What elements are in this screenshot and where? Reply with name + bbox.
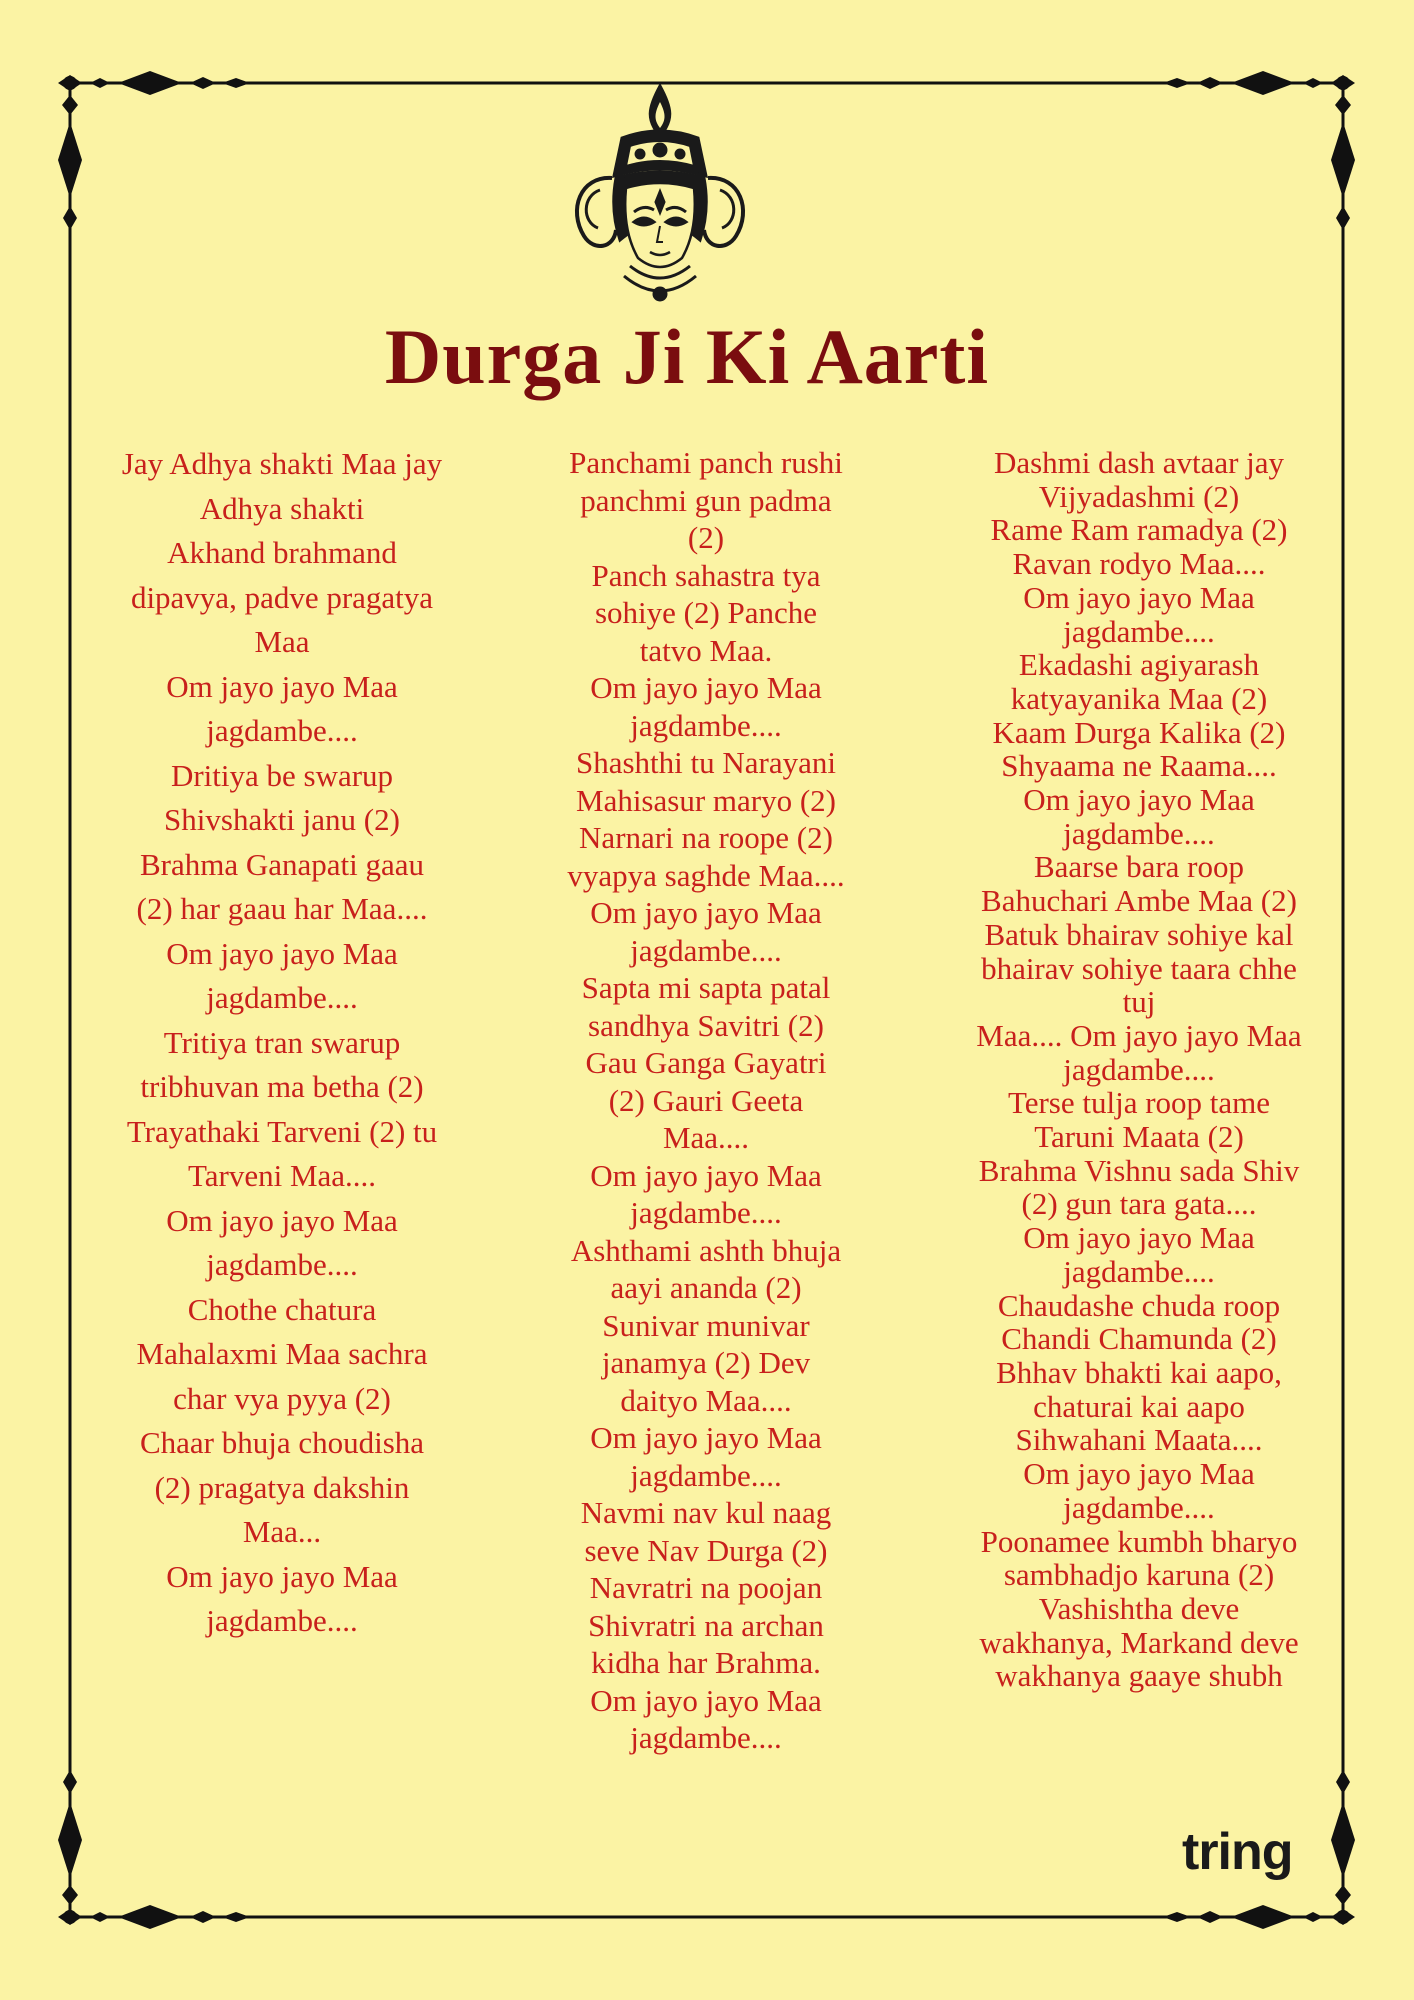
verse-line: vyapya saghde Maa.... bbox=[567, 857, 845, 893]
verse-column-1 bbox=[72, 442, 492, 1644]
verse-line: Rame Ram ramadya (2) bbox=[990, 512, 1288, 548]
verse-line: Jay Adhya shakti Maa jay bbox=[121, 446, 443, 481]
verse-line: tuj bbox=[1122, 984, 1156, 1020]
verse-line: Dashmi dash avtaar jay bbox=[993, 445, 1285, 480]
verse-line: Gau Ganga Gayatri bbox=[585, 1045, 827, 1080]
verse-line: sohiye (2) Panche bbox=[594, 595, 818, 630]
verse-line: Om jayo jayo Maa bbox=[1023, 579, 1255, 615]
verse-line: sandhya Savitri (2) bbox=[588, 1007, 824, 1043]
verse-line: (2) har gaau har Maa.... bbox=[136, 891, 428, 926]
verse-line: Navmi nav kul naag bbox=[580, 1495, 832, 1530]
verse-line: Mahalaxmi Maa sachra bbox=[136, 1336, 428, 1371]
verse-line: Trayathaki Tarveni (2) tu bbox=[126, 1113, 438, 1149]
verse-line: tatvo Maa. bbox=[639, 632, 773, 668]
verse-line: Vijyadashmi (2) bbox=[1038, 478, 1240, 514]
verse-line: Vashishtha deve bbox=[1038, 1590, 1240, 1626]
verse-line: kidha har Brahma. bbox=[591, 1645, 821, 1680]
verse-line: Shivratri na archan bbox=[588, 1607, 824, 1643]
verse-line: Ashthami ashth bhuja bbox=[570, 1232, 842, 1268]
verse-line: (2) pragatya dakshin bbox=[154, 1469, 410, 1505]
verse-line: Taruni Maata (2) bbox=[1034, 1119, 1244, 1155]
verse-line: jagdambe.... bbox=[630, 1457, 782, 1493]
verse-line: Brahma Ganapati gaau bbox=[139, 846, 425, 882]
verse-line: Om jayo jayo Maa bbox=[590, 670, 822, 705]
verse-line: katyayanika Maa (2) bbox=[1010, 680, 1268, 716]
verse-line: Sunivar munivar bbox=[602, 1307, 810, 1343]
verse-line: Om jayo jayo Maa bbox=[166, 668, 398, 704]
verse-line: Shivshakti janu (2) bbox=[164, 802, 400, 837]
verse-line: wakhanya, Markand deve bbox=[979, 1624, 1299, 1660]
verse-line: (2) gun tara gata.... bbox=[1021, 1186, 1257, 1222]
verse-line: Dritiya be swarup bbox=[170, 757, 394, 793]
verse-line: jagdambe.... bbox=[206, 1603, 358, 1638]
verse-line: Brahma Vishnu sada Shiv bbox=[978, 1152, 1300, 1188]
verse-line: Bhhav bhakti kai aapo, bbox=[996, 1354, 1282, 1390]
verse-line: Om jayo jayo Maa bbox=[1023, 782, 1255, 818]
verse-line: Batuk bhairav sohiye kal bbox=[984, 916, 1294, 952]
verse-line: Mahisasur maryo (2) bbox=[576, 782, 836, 818]
verse-line: daityo Maa.... bbox=[620, 1382, 792, 1418]
verse-line: jagdambe.... bbox=[1063, 1489, 1215, 1525]
verse-line: Tritiya tran swarup bbox=[163, 1024, 401, 1060]
verse-line: jagdambe.... bbox=[1063, 815, 1215, 851]
verse-line: char vya pyya (2) bbox=[173, 1380, 391, 1416]
verse-line: Sapta mi sapta patal bbox=[581, 970, 831, 1005]
verse-line: Poonamee kumbh bharyo bbox=[980, 1523, 1298, 1559]
verse-line: Akhand brahmand bbox=[167, 535, 397, 570]
verse-line: Om jayo jayo Maa bbox=[1023, 1456, 1255, 1492]
verse-line: jagdambe.... bbox=[1063, 1253, 1215, 1289]
verse-line: sambhadjo karuna (2) bbox=[1003, 1557, 1275, 1593]
verse-line: Chandi Chamunda (2) bbox=[1001, 1321, 1277, 1357]
verse-line: bhairav sohiye taara chhe bbox=[981, 950, 1297, 986]
verse-line: dipavya, padve pragatya bbox=[130, 579, 434, 615]
verse-line: Adhya shakti bbox=[199, 490, 365, 526]
verse-line: Terse tulja roop tame bbox=[1007, 1085, 1271, 1121]
verse-line: tribhuvan ma betha (2) bbox=[140, 1069, 424, 1104]
verse-line: Om jayo jayo Maa bbox=[590, 1420, 822, 1455]
verse-line: Om jayo jayo Maa bbox=[166, 935, 398, 971]
verse-line: jagdambe.... bbox=[206, 1247, 358, 1282]
verse-line: Om jayo jayo Maa bbox=[590, 1157, 822, 1193]
verse-line: chaturai kai aapo bbox=[1033, 1388, 1245, 1424]
verse-line: Om jayo jayo Maa bbox=[1023, 1220, 1255, 1256]
verse-line: Tarveni Maa.... bbox=[187, 1158, 377, 1193]
verse-line: panchmi gun padma bbox=[580, 482, 832, 518]
verse-line: jagdambe.... bbox=[630, 1720, 782, 1755]
verse-line: janamya (2) Dev bbox=[601, 1345, 811, 1380]
verse-line: jagdambe.... bbox=[206, 980, 358, 1015]
verse-line: Chaar bhuja choudisha bbox=[139, 1425, 425, 1460]
verse-line: Bahuchari Ambe Maa (2) bbox=[981, 883, 1297, 919]
verse-line: Maa.... bbox=[662, 1120, 750, 1155]
verse-line: aayi ananda (2) bbox=[610, 1270, 802, 1305]
verse-line: (2) bbox=[687, 520, 725, 555]
verse-line: Sihwahani Maata.... bbox=[1015, 1422, 1263, 1458]
verse-column-2 bbox=[502, 444, 910, 1757]
verse-line: Kaam Durga Kalika (2) bbox=[992, 714, 1286, 750]
verse-line: jagdambe.... bbox=[1063, 1051, 1215, 1087]
verse-line: Chaudashe chuda roop bbox=[997, 1287, 1281, 1323]
verse-line: Narnari na roope (2) bbox=[579, 820, 833, 855]
verse-line: Maa.... Om jayo jayo Maa bbox=[976, 1017, 1302, 1053]
verse-line: Om jayo jayo Maa bbox=[590, 1682, 822, 1718]
verse-line: Navratri na poojan bbox=[589, 1570, 823, 1605]
verse-line: jagdambe.... bbox=[630, 932, 782, 968]
verse-line: Maa... bbox=[242, 1514, 322, 1549]
verse-line: Om jayo jayo Maa bbox=[590, 895, 822, 930]
verse-line: jagdambe.... bbox=[1063, 613, 1215, 649]
page-title: Durga Ji Ki Aarti bbox=[384, 313, 990, 400]
verse-line: Baarse bara roop bbox=[1033, 849, 1244, 885]
verse-line: seve Nav Durga (2) bbox=[584, 1532, 828, 1568]
verse-line: Shashthi tu Narayani bbox=[575, 745, 836, 780]
verse-line: jagdambe.... bbox=[206, 713, 358, 748]
verse-line: Om jayo jayo Maa bbox=[166, 1202, 398, 1238]
brand-logo: tring bbox=[1182, 1823, 1293, 1881]
verse-line: Chothe chatura bbox=[187, 1291, 377, 1327]
verse-line: Shyaama ne Raama.... bbox=[1001, 748, 1277, 784]
verse-column-3 bbox=[924, 446, 1354, 1693]
verse-line: Ekadashi agiyarash bbox=[1018, 647, 1260, 683]
verse-line: jagdambe.... bbox=[630, 1195, 782, 1230]
verse-line: Om jayo jayo Maa bbox=[166, 1558, 398, 1594]
durga-face-icon bbox=[560, 80, 760, 320]
verse-line: Ravan rodyo Maa.... bbox=[1012, 546, 1266, 582]
verse-line: Panch sahastra tya bbox=[591, 557, 821, 593]
verse-line: jagdambe.... bbox=[630, 707, 782, 743]
verse-line: (2) Gauri Geeta bbox=[608, 1082, 804, 1118]
verse-line: Panchami panch rushi bbox=[569, 445, 843, 480]
verse-line: wakhanya gaaye shubh bbox=[995, 1658, 1283, 1694]
verse-line: Maa bbox=[254, 624, 310, 659]
